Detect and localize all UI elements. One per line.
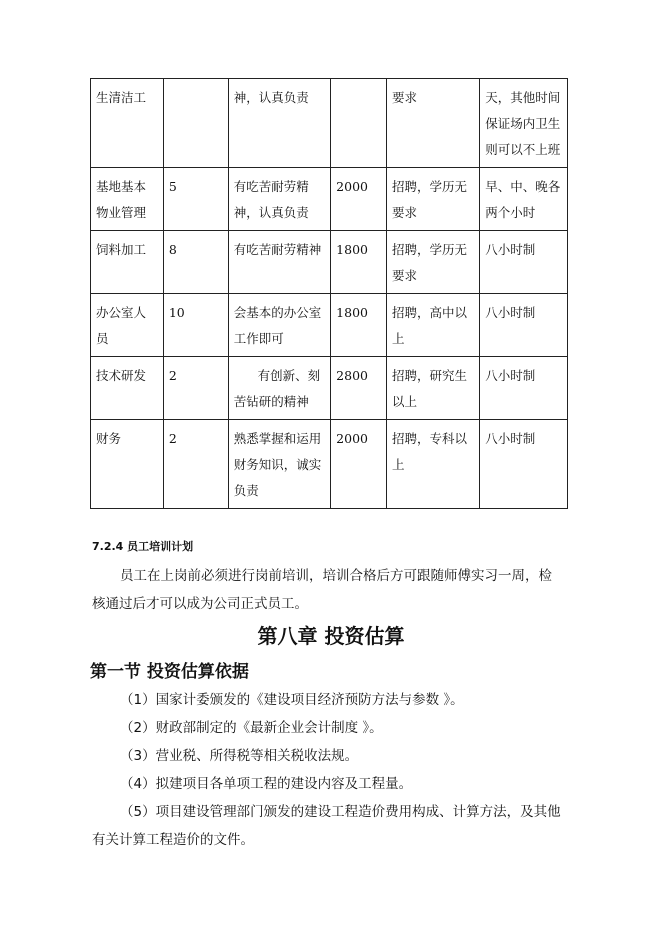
salary-cell: 1800	[331, 231, 387, 294]
training-paragraph: 员工在上岗前必须进行岗前培训，培训合格后方可跟随师傅实习一周，检核通过后才可以成为公司正式员工。	[92, 568, 552, 612]
hours-cell: 八小时制	[480, 420, 568, 509]
position-cell: 办公室人员	[91, 294, 164, 357]
requirement-cell: 有吃苦耐劳精神	[228, 231, 330, 294]
section-title: 第一节 投资估算依据	[90, 662, 249, 682]
position-cell: 技术研发	[91, 357, 164, 420]
table-row	[91, 420, 568, 509]
position-cell: 饲料加工	[91, 231, 164, 294]
table-row	[91, 294, 568, 357]
requirement-cell: 有吃苦耐劳精神，认真负责	[228, 168, 330, 231]
list-item: （2）财政部制定的《最新企业会计制度 》。	[120, 720, 383, 736]
chapter-title: 第八章 投资估算	[257, 624, 405, 648]
salary-cell: 2000	[331, 420, 387, 509]
hours-cell: 八小时制	[480, 294, 568, 357]
training-plan-heading: 7.2.4 员工培训计划	[92, 540, 194, 553]
hiring-cell: 招聘，学历无要求	[386, 168, 479, 231]
position-cell: 基地基本物业管理	[91, 168, 164, 231]
list-item: （3）营业税、所得税等相关税收法规。	[120, 748, 359, 764]
hiring-cell: 招聘，专科以上	[386, 420, 479, 509]
position-cell: 生清洁工	[91, 79, 164, 168]
requirement-cell: 熟悉掌握和运用财务知识，诚实负责	[228, 420, 330, 509]
table-row	[91, 168, 568, 231]
salary-cell: 2800	[331, 357, 387, 420]
list-item: （4）拟建项目各单项工程的建设内容及工程量。	[120, 776, 413, 792]
hiring-cell: 招聘，高中以上	[386, 294, 479, 357]
hours-cell: 八小时制	[480, 357, 568, 420]
count-cell: 2	[163, 420, 228, 509]
requirement-cell: 神，认真负责	[228, 79, 330, 168]
count-cell: 10	[163, 294, 228, 357]
hours-cell: 天，其他时间保证场内卫生则可以不上班	[480, 79, 568, 168]
count-cell: 2	[163, 357, 228, 420]
table-row	[91, 79, 568, 168]
hours-cell: 早、中、晚各两个小时	[480, 168, 568, 231]
basis-list	[92, 686, 562, 854]
hiring-cell: 招聘，研究生以上	[386, 357, 479, 420]
hiring-cell: 招聘，学历无要求	[386, 231, 479, 294]
count-cell: 5	[163, 168, 228, 231]
requirement-cell: 有创新、刻苦钻研的精神	[228, 357, 330, 420]
list-item: （1）国家计委颁发的《建设项目经济预防方法与参数 》。	[120, 692, 464, 708]
salary-cell: 1800	[331, 294, 387, 357]
table-row	[91, 231, 568, 294]
salary-cell: 2000	[331, 168, 387, 231]
requirement-cell: 会基本的办公室工作即可	[228, 294, 330, 357]
position-cell: 财务	[91, 420, 164, 509]
count-cell	[163, 79, 228, 168]
salary-cell	[331, 79, 387, 168]
staff-table	[90, 78, 568, 509]
count-cell: 8	[163, 231, 228, 294]
table-row	[91, 357, 568, 420]
hours-cell: 八小时制	[480, 231, 568, 294]
list-item: （5）项目建设管理部门颁发的建设工程造价费用构成、计算方法，及其他有关计算工程造价的文件。	[92, 804, 561, 848]
hiring-cell: 要求	[386, 79, 479, 168]
